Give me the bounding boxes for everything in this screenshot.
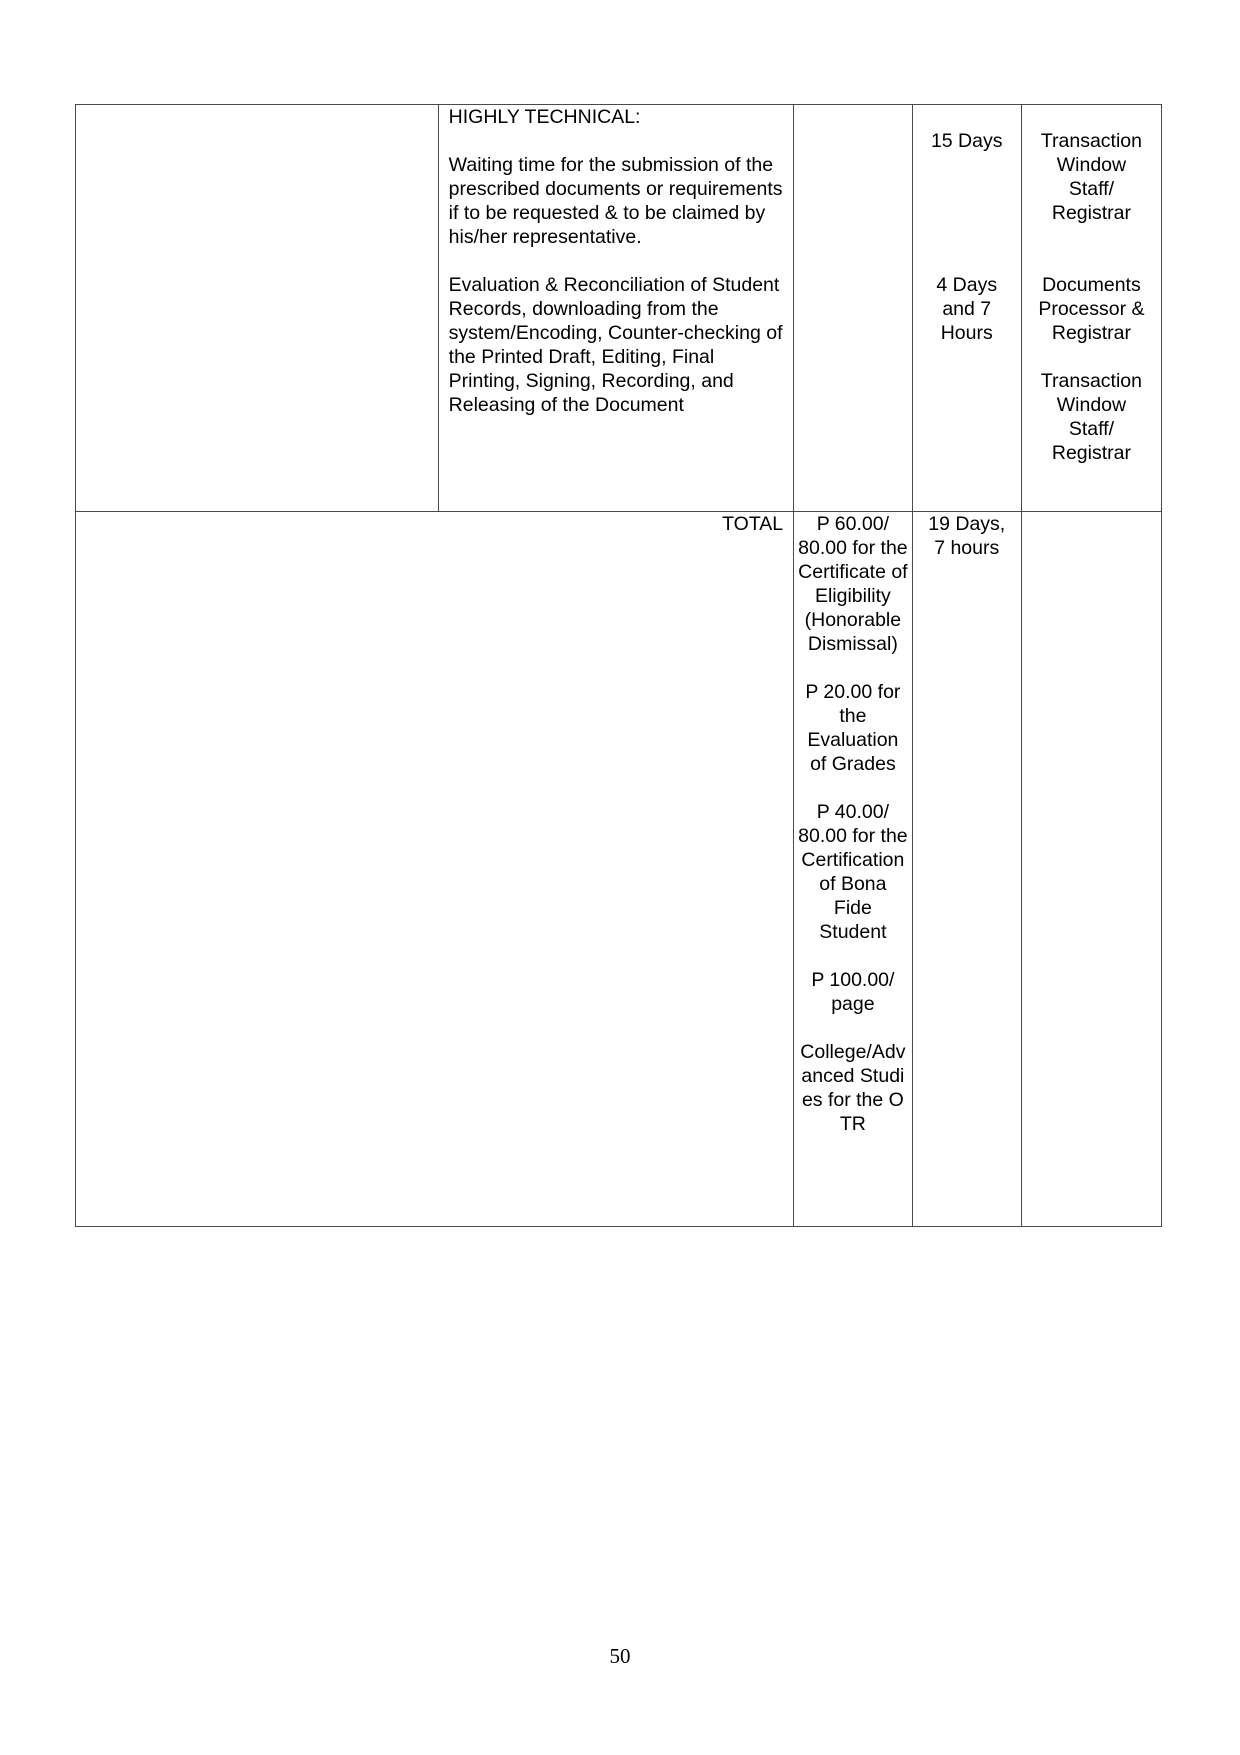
person-responsible-cell <box>1021 105 1161 512</box>
step-1-person: Transaction Window Staff/ Registrar <box>1040 130 1142 224</box>
step-1-time: 15 Days <box>930 130 1003 152</box>
total-label-cell <box>76 512 794 1227</box>
table-row <box>76 105 1162 512</box>
total-fees-cell <box>794 512 912 1227</box>
empty-fees-cell <box>794 105 912 512</box>
fee-item: P 60.00/ 80.00 for the Certificate of Eligibility (Honorable Dismissal) <box>798 513 908 655</box>
empty-total-person-cell <box>1021 512 1161 1227</box>
page-number: 50 <box>609 1644 631 1668</box>
fee-item: College/Advanced Studies for the OTR <box>800 1041 906 1135</box>
total-time: 19 Days, 7 hours <box>928 513 1006 559</box>
agency-actions-cell <box>438 105 793 512</box>
total-row <box>76 512 1162 1227</box>
fee-item: P 100.00/ page <box>811 969 895 1015</box>
step-2-person-b: Transaction Window Staff/ Registrar <box>1040 370 1142 464</box>
step-2-person-a: Documents Processor & Registrar <box>1038 274 1145 344</box>
total-time-cell <box>912 512 1021 1227</box>
section-heading: HIGHLY TECHNICAL: <box>448 106 641 128</box>
fee-item: P 20.00 for the Evaluation of Grades <box>805 681 901 775</box>
fee-item: P 40.00/ 80.00 for the Certification of Bona Fide Student <box>798 801 908 943</box>
step-1-description: Waiting time for the submission of the prescribed documents or requirements if to be requested & to be claimed by his/her representative. <box>448 154 783 248</box>
processing-time-cell <box>912 105 1021 512</box>
step-2-description: Evaluation & Reconciliation of Student Records, downloading from the system/Encoding, Counter-checking of the Printed Draft, Editing, Final Printing, Signing, Recording, and Releasing of the Document <box>448 274 783 416</box>
total-label: TOTAL <box>722 513 784 535</box>
empty-client-steps-cell <box>76 105 439 512</box>
service-steps-table <box>75 104 1162 1227</box>
step-2-time: 4 Days and 7 Hours <box>936 274 998 344</box>
